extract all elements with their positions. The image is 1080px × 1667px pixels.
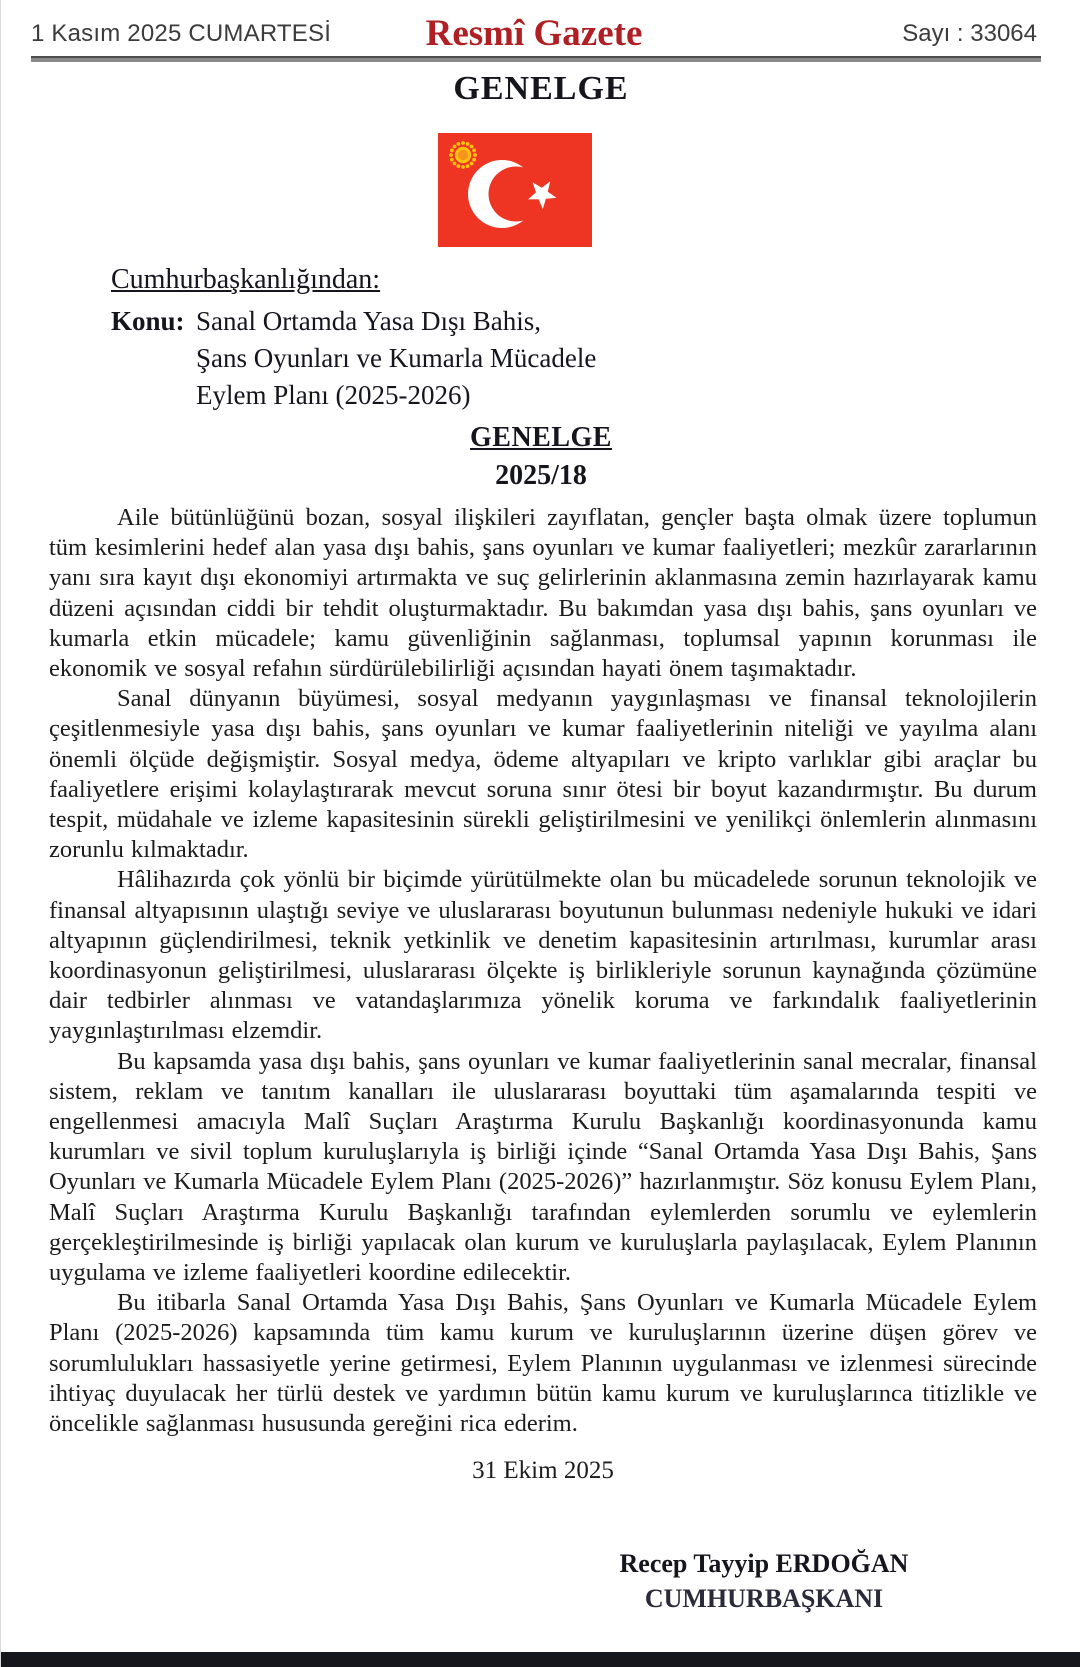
signature-block bbox=[549, 1547, 979, 1617]
body-paragraph: Bu itibarla Sanal Ortamda Yasa Dışı Bahis, Şans Oyunları ve Kumarla Mücadele Eylem Planı (2025-2026) kapsamında tüm kamu kurum ve kuruluşlarının üzerine düşen görev ve sorumlulukları hassasiyetle yerine getirmesi, Eylem Planının uygulanması ve izlenmesi sürecinde ihtiyaç duyulacak her türlü destek ve yardımın bütün kamu kurum ve kuruluşlarınca titizlikle ve öncelikle sağlanması hususunda gereğini rica ederim. bbox=[49, 1289, 1037, 1438]
bottom-cutoff-bar bbox=[1, 1652, 1080, 1667]
masthead-divider bbox=[31, 56, 1041, 62]
flag-icon bbox=[438, 133, 592, 247]
masthead bbox=[31, 12, 1037, 56]
subject-line: Sanal Ortamda Yasa Dışı Bahis, bbox=[196, 306, 541, 336]
subject-line: Eylem Planı (2025-2026) bbox=[196, 380, 471, 410]
circular-body bbox=[49, 503, 1037, 1617]
circular-number: 2025/18 bbox=[495, 460, 587, 491]
body-paragraph: Aile bütünlüğünü bozan, sosyal ilişkileri zayıflatan, gençler başta olmak üzere toplumun tüm kesimlerini hedef alan yasa dışı bahis, şans oyunları ve kumar faaliyetleri; mezkûr zararlarının yanı sıra kayıt dışı ekonomiyi artırmakta ve suç gelirlerinin aklanmasına zemin hazırlayarak kamu düzeni açısından ciddi bir tehdit oluşturmaktadır. Bu bakımdan yasa dışı bahis, şans oyunları ve kumarla etkin mücadele; kamu güvenliğinin sağlanması, toplumsal yapının korunması ile ekonomik ve sosyal refahın sürdürülebilirliği açısından hayati önem taşımaktadır. bbox=[49, 504, 1037, 683]
subject-block bbox=[111, 303, 596, 414]
issue-date: 31 Ekim 2025 bbox=[472, 1457, 614, 1485]
document-heading: GENELGE bbox=[453, 70, 629, 107]
issuing-authority: Cumhurbaşkanlığından: bbox=[111, 264, 381, 295]
gazette-issue-number: Sayı : 33064 bbox=[902, 20, 1037, 47]
signatory-name: Recep Tayyip ERDOĞAN bbox=[619, 1549, 909, 1579]
body-paragraph: Sanal dünyanın büyümesi, sosyal medyanın yaygınlaşması ve finansal teknolojilerin çeşitlenmesiyle yasa dışı bahis, şans oyunları ve kumar faaliyetlerinin niteliği ve yayılma alanı önemli ölçüde değişmiştir. Sosyal medya, ödeme altyapıları ve kripto varlıklar gibi araçlar bu faaliyetlere erişimi kolaylaştırarak mevcut soruna sınır ötesi bir boyut kazandırmıştır. Bu durum tespit, müdahale ve izleme kapasitesinin sürekli geliştirilmesini ve yenilikçi önlemlerin alınmasını zorunlu kılmaktadır. bbox=[49, 685, 1037, 864]
gazette-date: 1 Kasım 2025 CUMARTESİ bbox=[31, 20, 332, 47]
signatory-title: CUMHURBAŞKANI bbox=[644, 1584, 884, 1614]
subject-label: Konu: bbox=[111, 306, 185, 336]
subject-lines bbox=[196, 303, 596, 414]
body-paragraph: Hâlihazırda çok yönlü bir biçimde yürütülmekte olan bu mücadelede sorunun teknolojik ve finansal altyapısının ulaştığı seviye ve uluslararası boyutunun bulunması nedeniyle hukuki ve idari altyapının güçlendirilmesi, teknik yetkinlik ve denetim kapasitesinin artırılması, kurumlar arası koordinasyonun geliştirilmesi, uluslararası ölçekte iş birlikleriyle sorunun kaynağında çözümüne dair tedbirler alınması ve vatandaşlarımıza yönelik koruma ve farkındalık faaliyetlerinin yaygınlaştırılması elzemdir. bbox=[49, 866, 1037, 1045]
circular-title: GENELGE bbox=[470, 422, 612, 453]
gazette-title: Resmî Gazete bbox=[425, 13, 643, 54]
turkish-flag-presidential-emblem bbox=[438, 133, 592, 247]
subject-line: Şans Oyunları ve Kumarla Mücadele bbox=[196, 343, 597, 373]
body-paragraph: Bu kapsamda yasa dışı bahis, şans oyunları ve kumar faaliyetlerinin sanal mecralar, finansal sistem, reklam ve tanıtım kanalları ile uluslararası boyuttaki tüm aşamalarında tespiti ve engellenmesi amacıyla Malî Suçları Araştırma Kurulu Başkanlığı koordinasyonunda kamu kurumları ve sivil toplum kuruluşlarıyla iş birliği içinde “Sanal Ortamda Yasa Dışı Bahis, Şans Oyunları ve Kumarla Mücadele Eylem Planı (2025-2026)” hazırlanmıştır. Söz konusu Eylem Planı, Malî Suçları Araştırma Kurulu Başkanlığı tarafından eylemlerden sorumlu ve eylemlerin gerçekleştirilmesinde iş birliği yapılacak olan kurum ve kuruluşlarla paylaşılacak, Eylem Planının uygulama ve izleme faaliyetleri koordine edilecektir. bbox=[49, 1047, 1037, 1287]
